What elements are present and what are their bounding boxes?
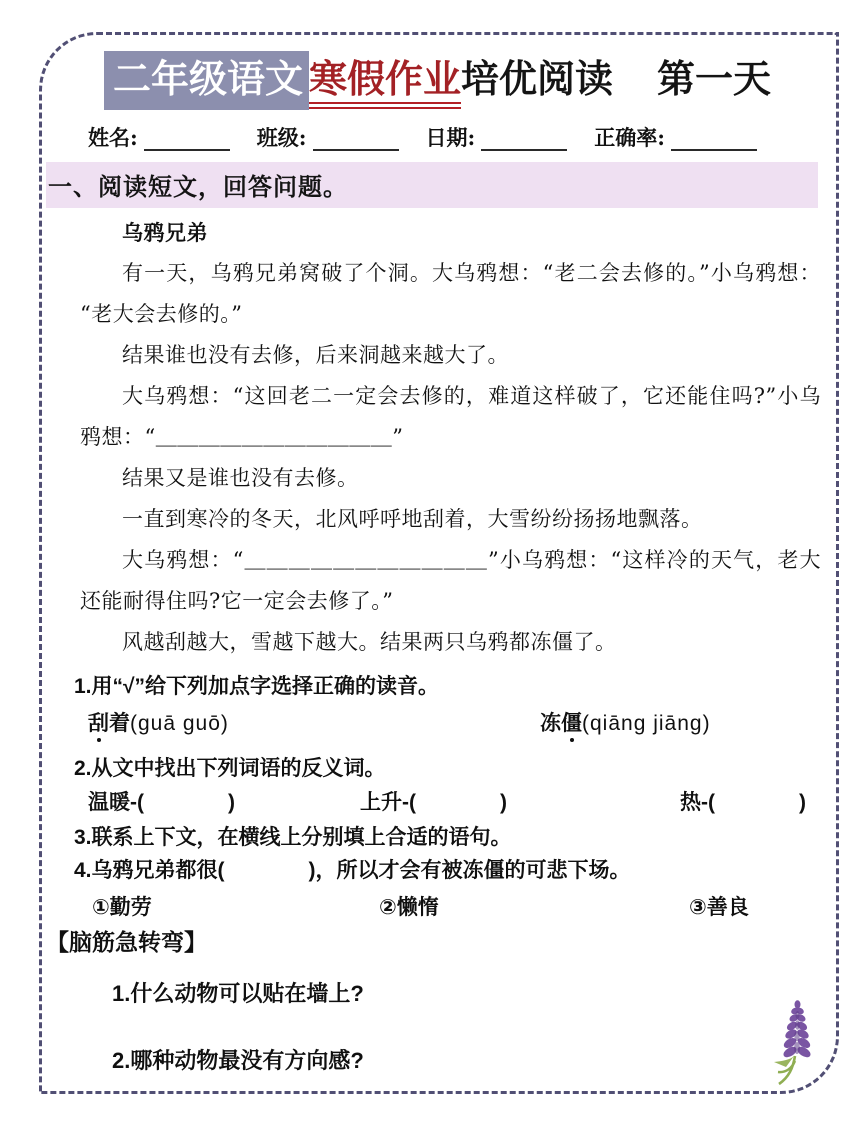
name-blank-line xyxy=(144,127,230,151)
q2-option-warm: 温暖-( ) xyxy=(88,791,235,814)
passage-paragraph: 结果又是谁也没有去修。 xyxy=(122,466,359,490)
title-holiday-red: 寒假作业 xyxy=(309,56,461,109)
q2-option-hot: 热-( ) xyxy=(680,791,806,814)
question-4-options xyxy=(92,894,818,921)
class-label: 班级: xyxy=(256,125,307,150)
q1-opt2-pre: 冻 xyxy=(540,712,561,735)
q1-opt1-post: 着 xyxy=(109,712,130,735)
passage-paragraph: 风越刮越大，雪越下越大。结果两只乌鸦都冻僵了。 xyxy=(122,630,617,654)
passage-paragraph: 一直到寒冷的冬天，北风呼呼地刮着，大雪纷纷扬扬地飘落。 xyxy=(122,507,703,531)
passage-paragraph: 有一天，乌鸦兄弟窝破了个洞。大乌鸦想：“老二会去修的。”小乌鸦想：“老大会去修的。” xyxy=(80,261,821,326)
accuracy-blank-line xyxy=(671,127,757,151)
q1-opt2-pinyin: (qiāng jiāng) xyxy=(582,712,711,735)
class-blank-line xyxy=(313,127,399,151)
section-one-heading: 一、阅读短文，回答问题。 xyxy=(46,162,818,208)
q1-option-gua xyxy=(88,709,540,739)
passage-title: 乌鸦兄弟 xyxy=(122,220,208,245)
page-title xyxy=(104,50,818,108)
question-3: 3.联系上下文，在横线上分别填上合适的语句。 xyxy=(74,826,512,849)
title-day: 第一天 xyxy=(657,56,772,101)
question-2-options xyxy=(88,789,818,816)
accuracy-field xyxy=(594,125,757,151)
questions-section xyxy=(74,673,818,921)
passage-paragraph: 大乌鸦想：“这回老二一定会去修的，难道这样破了，它还能住吗?”小乌鸦想：“＿＿＿＿＿＿＿＿＿＿＿” xyxy=(80,384,821,449)
question-4: 4.乌鸦兄弟都很( )，所以才会有被冻僵的可悲下场。 xyxy=(74,859,631,882)
question-1-options xyxy=(88,709,818,739)
passage-paragraph: 结果谁也没有去修，后来洞越来越大了。 xyxy=(122,343,509,367)
date-field xyxy=(426,125,568,151)
date-blank-line xyxy=(481,127,567,151)
class-field xyxy=(257,125,399,151)
info-fields-row xyxy=(88,125,818,151)
name-field xyxy=(88,125,230,151)
q4-option-1: ①勤劳 xyxy=(92,896,152,919)
name-label: 姓名: xyxy=(88,125,138,150)
reading-passage xyxy=(80,212,821,663)
brain-teaser-question-2: 2.哪种动物最没有方向感? xyxy=(112,1048,364,1073)
q4-option-3: ③善良 xyxy=(689,896,749,919)
accuracy-label: 正确率: xyxy=(594,125,666,150)
question-1: 1.用“√”给下列加点字选择正确的读音。 xyxy=(74,675,440,698)
q4-option-2: ②懒惰 xyxy=(379,896,439,919)
date-label: 日期: xyxy=(425,125,476,150)
passage-paragraph: 大乌鸦想：“＿＿＿＿＿＿＿＿＿＿＿”小乌鸦想：“这样冷的天气，老大还能耐得住吗?它一定会去修了。” xyxy=(80,548,821,613)
brain-teaser-section xyxy=(46,927,818,1075)
title-grade-highlight: 二年级语文 xyxy=(104,51,309,110)
worksheet-content xyxy=(46,42,821,1075)
q1-opt1-dotted-char: 刮 xyxy=(88,712,109,735)
q1-opt1-pinyin: (guā guō) xyxy=(130,712,229,735)
brain-teaser-heading: 【脑筋急转弯】 xyxy=(46,929,207,955)
brain-teaser-question-1: 1.什么动物可以贴在墙上? xyxy=(112,981,364,1006)
title-rest: 培优阅读 xyxy=(461,56,614,101)
question-2: 2.从文中找出下列词语的反义词。 xyxy=(74,757,386,780)
lavender-flower-icon xyxy=(764,1000,820,1090)
q2-option-rise: 上升-( ) xyxy=(360,791,507,814)
q1-opt2-dotted-char: 僵 xyxy=(561,712,582,735)
q1-option-jiang xyxy=(540,709,711,739)
